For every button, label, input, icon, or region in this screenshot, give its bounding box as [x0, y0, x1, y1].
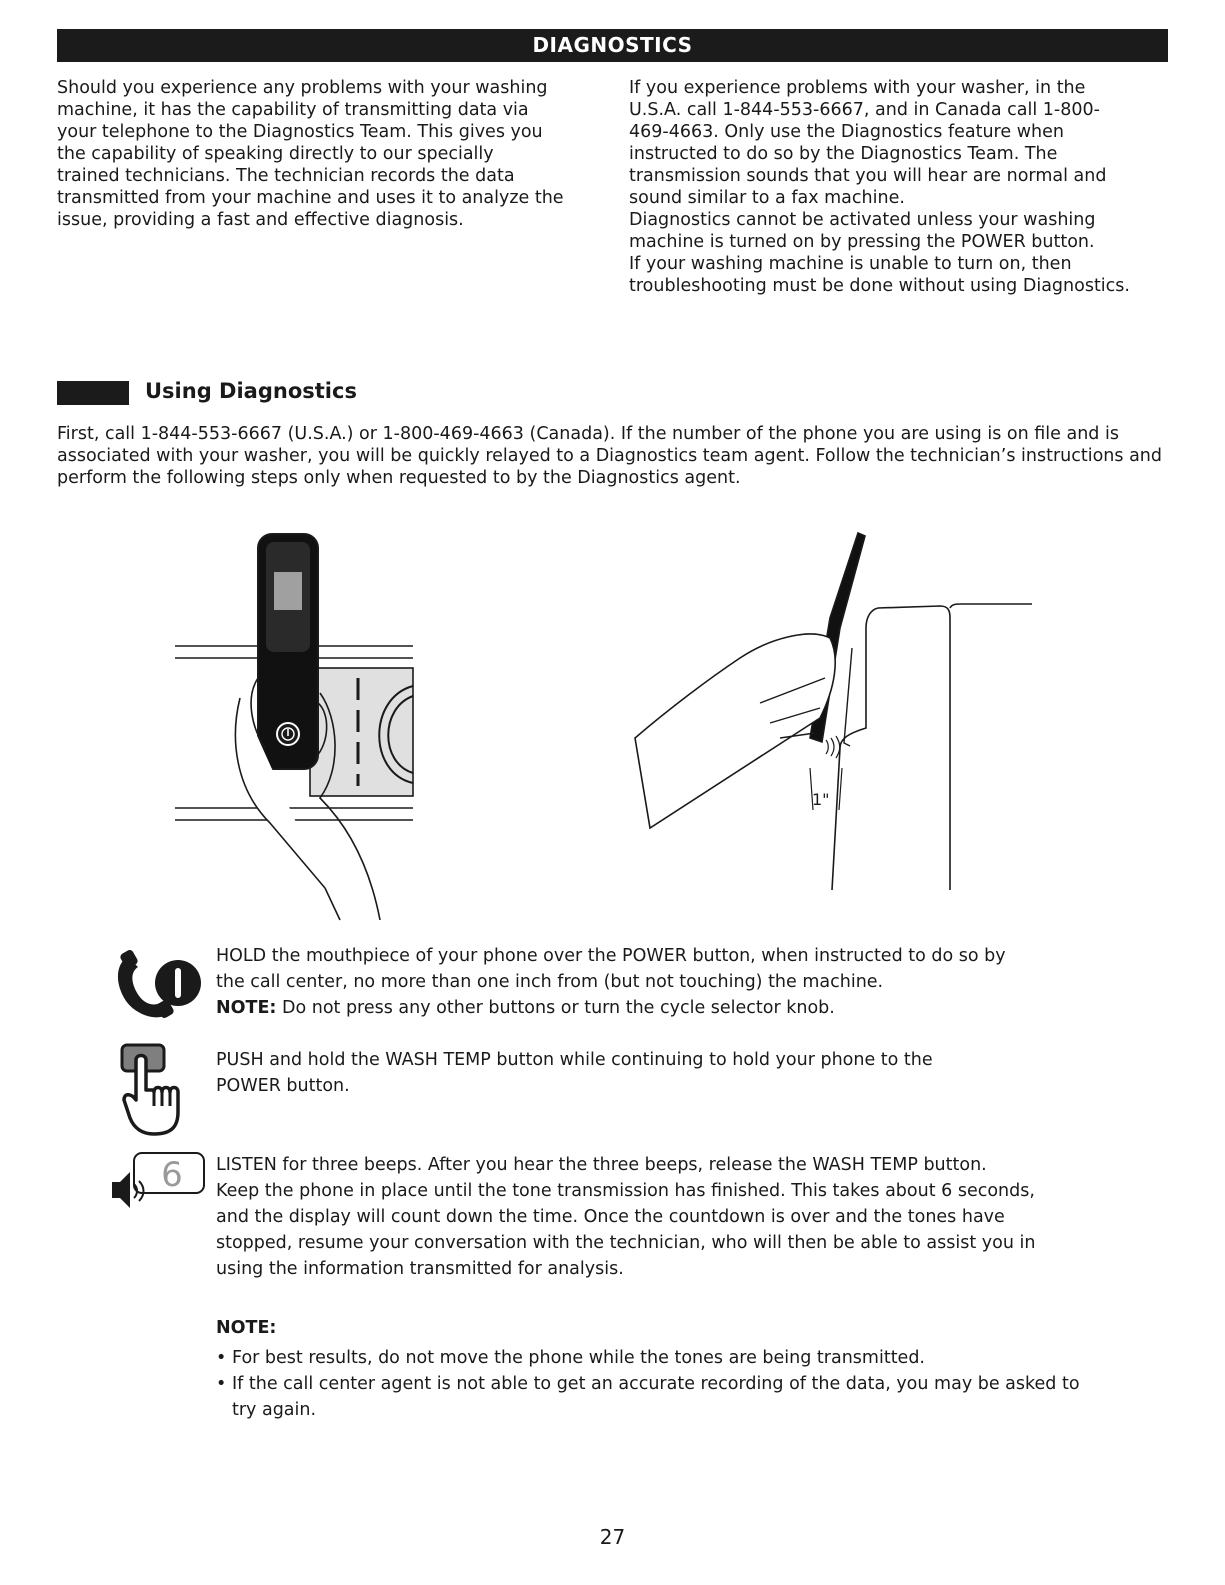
step-note-label: NOTE:: [216, 998, 277, 1018]
phone-side-view-illustration: [630, 528, 1040, 898]
section-header-banner: DIAGNOSTICS: [57, 29, 1168, 62]
step-push-text: PUSH and hold the WASH TEMP button while continuing to hold your phone to the POWER button.: [216, 1050, 933, 1096]
intro-right-paragraph: If you experience problems with your washer, in the U.S.A. call 1-844-553-6667, and in Canada call 1-800- 469-4663. Only use the Diagnostics feature when instructed to do so by the Diagnostics Team. The transmission sounds that you will hear are normal and sound similar to a fax machine. Diagnostics cannot be activated unless your washing machine is turned on by pressing the POWER button. If your washing machine is unable to turn on, then troubleshooting must be done without using Diagnostics.: [629, 78, 1130, 296]
intro-left-paragraph: Should you experience any problems with your washing machine, it has the capability of transmitting data via your telephone to the Diagnostics Team. This gives you the capability of speaking directly to our specially trained technicians. The technician records the data transmitted from your machine and uses it to analyze the issue, providing a fast and effective diagnosis.: [57, 78, 564, 230]
list-item: • If the call center agent is not able to get an accurate recording of the data, you may be asked to try again.: [216, 1371, 1096, 1423]
push-button-hand-icon: [112, 1042, 192, 1137]
section-marker-bar: [57, 381, 129, 405]
note-bullet-list: [216, 1345, 1096, 1423]
note-heading: NOTE:: [216, 1318, 277, 1338]
page-number: 27: [599, 1525, 626, 1549]
phone-power-icon: [108, 945, 206, 1023]
step-listen-text: LISTEN for three beeps. After you hear the three beeps, release the WASH TEMP button. Keep the phone in place until the tone transmission has finished. This takes about 6 seconds, and the display will count down the time. Once the countdown is over and the tones have stopped, resume your conversation with the technician, who will then be able to assist you in using the information transmitted for analysis.: [216, 1155, 1036, 1279]
section-title: Using Diagnostics: [145, 379, 357, 403]
phone-over-power-button-illustration: [170, 528, 420, 923]
speaker-countdown-icon: [108, 1150, 208, 1212]
section-intro: First, call 1-844-553-6667 (U.S.A.) or 1-800-469-4663 (Canada). If the number of the phone you are using is on file and is associated with your washer, you will be quickly relayed to a Diagnostics team agent. Follow the technician’s instructions and perform the following steps only when requested to by the Diagnostics agent.: [57, 424, 1162, 488]
step-hold-text: HOLD the mouthpiece of your phone over the POWER button, when instructed to do so by the call center, no more than one inch from (but not touching) the machine. NOTE: Do not press any other buttons or turn the cycle selector knob.: [216, 946, 1006, 1018]
sound-waves-icon: [826, 736, 840, 758]
list-item: • For best results, do not move the phone while the tones are being transmitted.: [216, 1345, 1096, 1371]
svg-text:6: 6: [161, 1155, 183, 1195]
distance-label: 1": [812, 790, 830, 809]
